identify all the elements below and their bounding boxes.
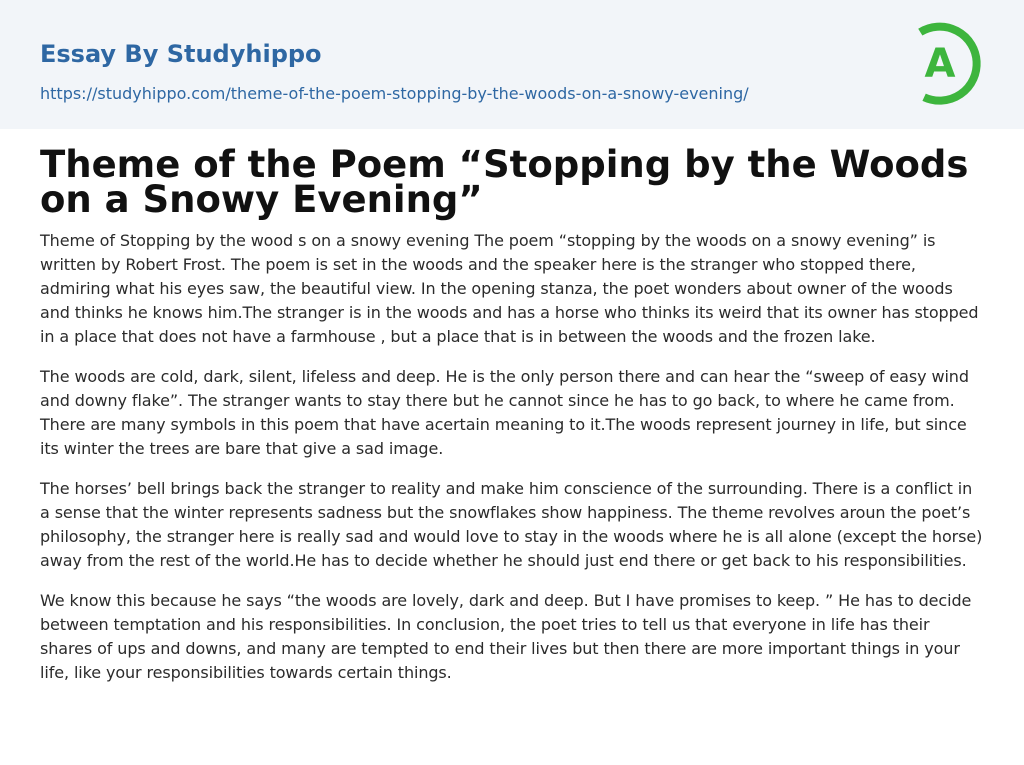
paragraph-3: The horses’ bell brings back the stranger to reality and make him conscience of the surrounding. There is a conflict in a sense that the winter represents sadness but the snowflakes show happiness. The theme revolves aroun the poet’s philosophy, the stranger here is really sad and would love to stay in the woods where he is all alone (except the horse) away from the rest of the world.He has to decide whether he should just end there or get back to his responsibilities. [40, 479, 983, 570]
site-name[interactable]: Essay By Studyhippo [40, 40, 322, 68]
page-title: Theme of the Poem “Stopping by the Woods on a Snowy Evening” [40, 143, 969, 221]
page-header [0, 0, 1024, 129]
paragraph-4: We know this because he says “the woods are lovely, dark and deep. But I have promises to keep. ” He has to decide between temptation and his responsibilities. In conclusion, the poet tries to tell us that everyone in life has their shares of ups and downs, and many are tempted to end their lives but then there are more important things in your life, like your responsibilities towards certain things. [40, 591, 972, 682]
studyhippo-logo-icon[interactable] [896, 18, 988, 110]
article [0, 129, 1024, 685]
logo-letter: A [924, 41, 956, 87]
paragraph-1: Theme of Stopping by the wood s on a snowy evening The poem “stopping by the woods on a snowy evening” is written by Robert Frost. The poem is set in the woods and the speaker here is the stranger who stopped there, admiring what his eyes saw, the beautiful view. In the opening stanza, the poet wonders about owner of the woods and thinks he knows him.The stranger is in the woods and has a horse who thinks its weird that its owner has stopped in a place that does not have a farmhouse , but a place that is in between the woods and the frozen lake. [40, 231, 979, 346]
source-url-link[interactable]: https://studyhippo.com/theme-of-the-poem-stopping-by-the-woods-on-a-snowy-evening/ [40, 84, 749, 103]
paragraph-2: The woods are cold, dark, silent, lifeless and deep. He is the only person there and can hear the “sweep of easy wind and downy flake”. The stranger wants to stay there but he cannot since he has to go back, to where he came from. There are many symbols in this poem that have acertain meaning to it.The woods represent journey in life, but since its winter the trees are bare that give a sad image. [40, 367, 969, 458]
